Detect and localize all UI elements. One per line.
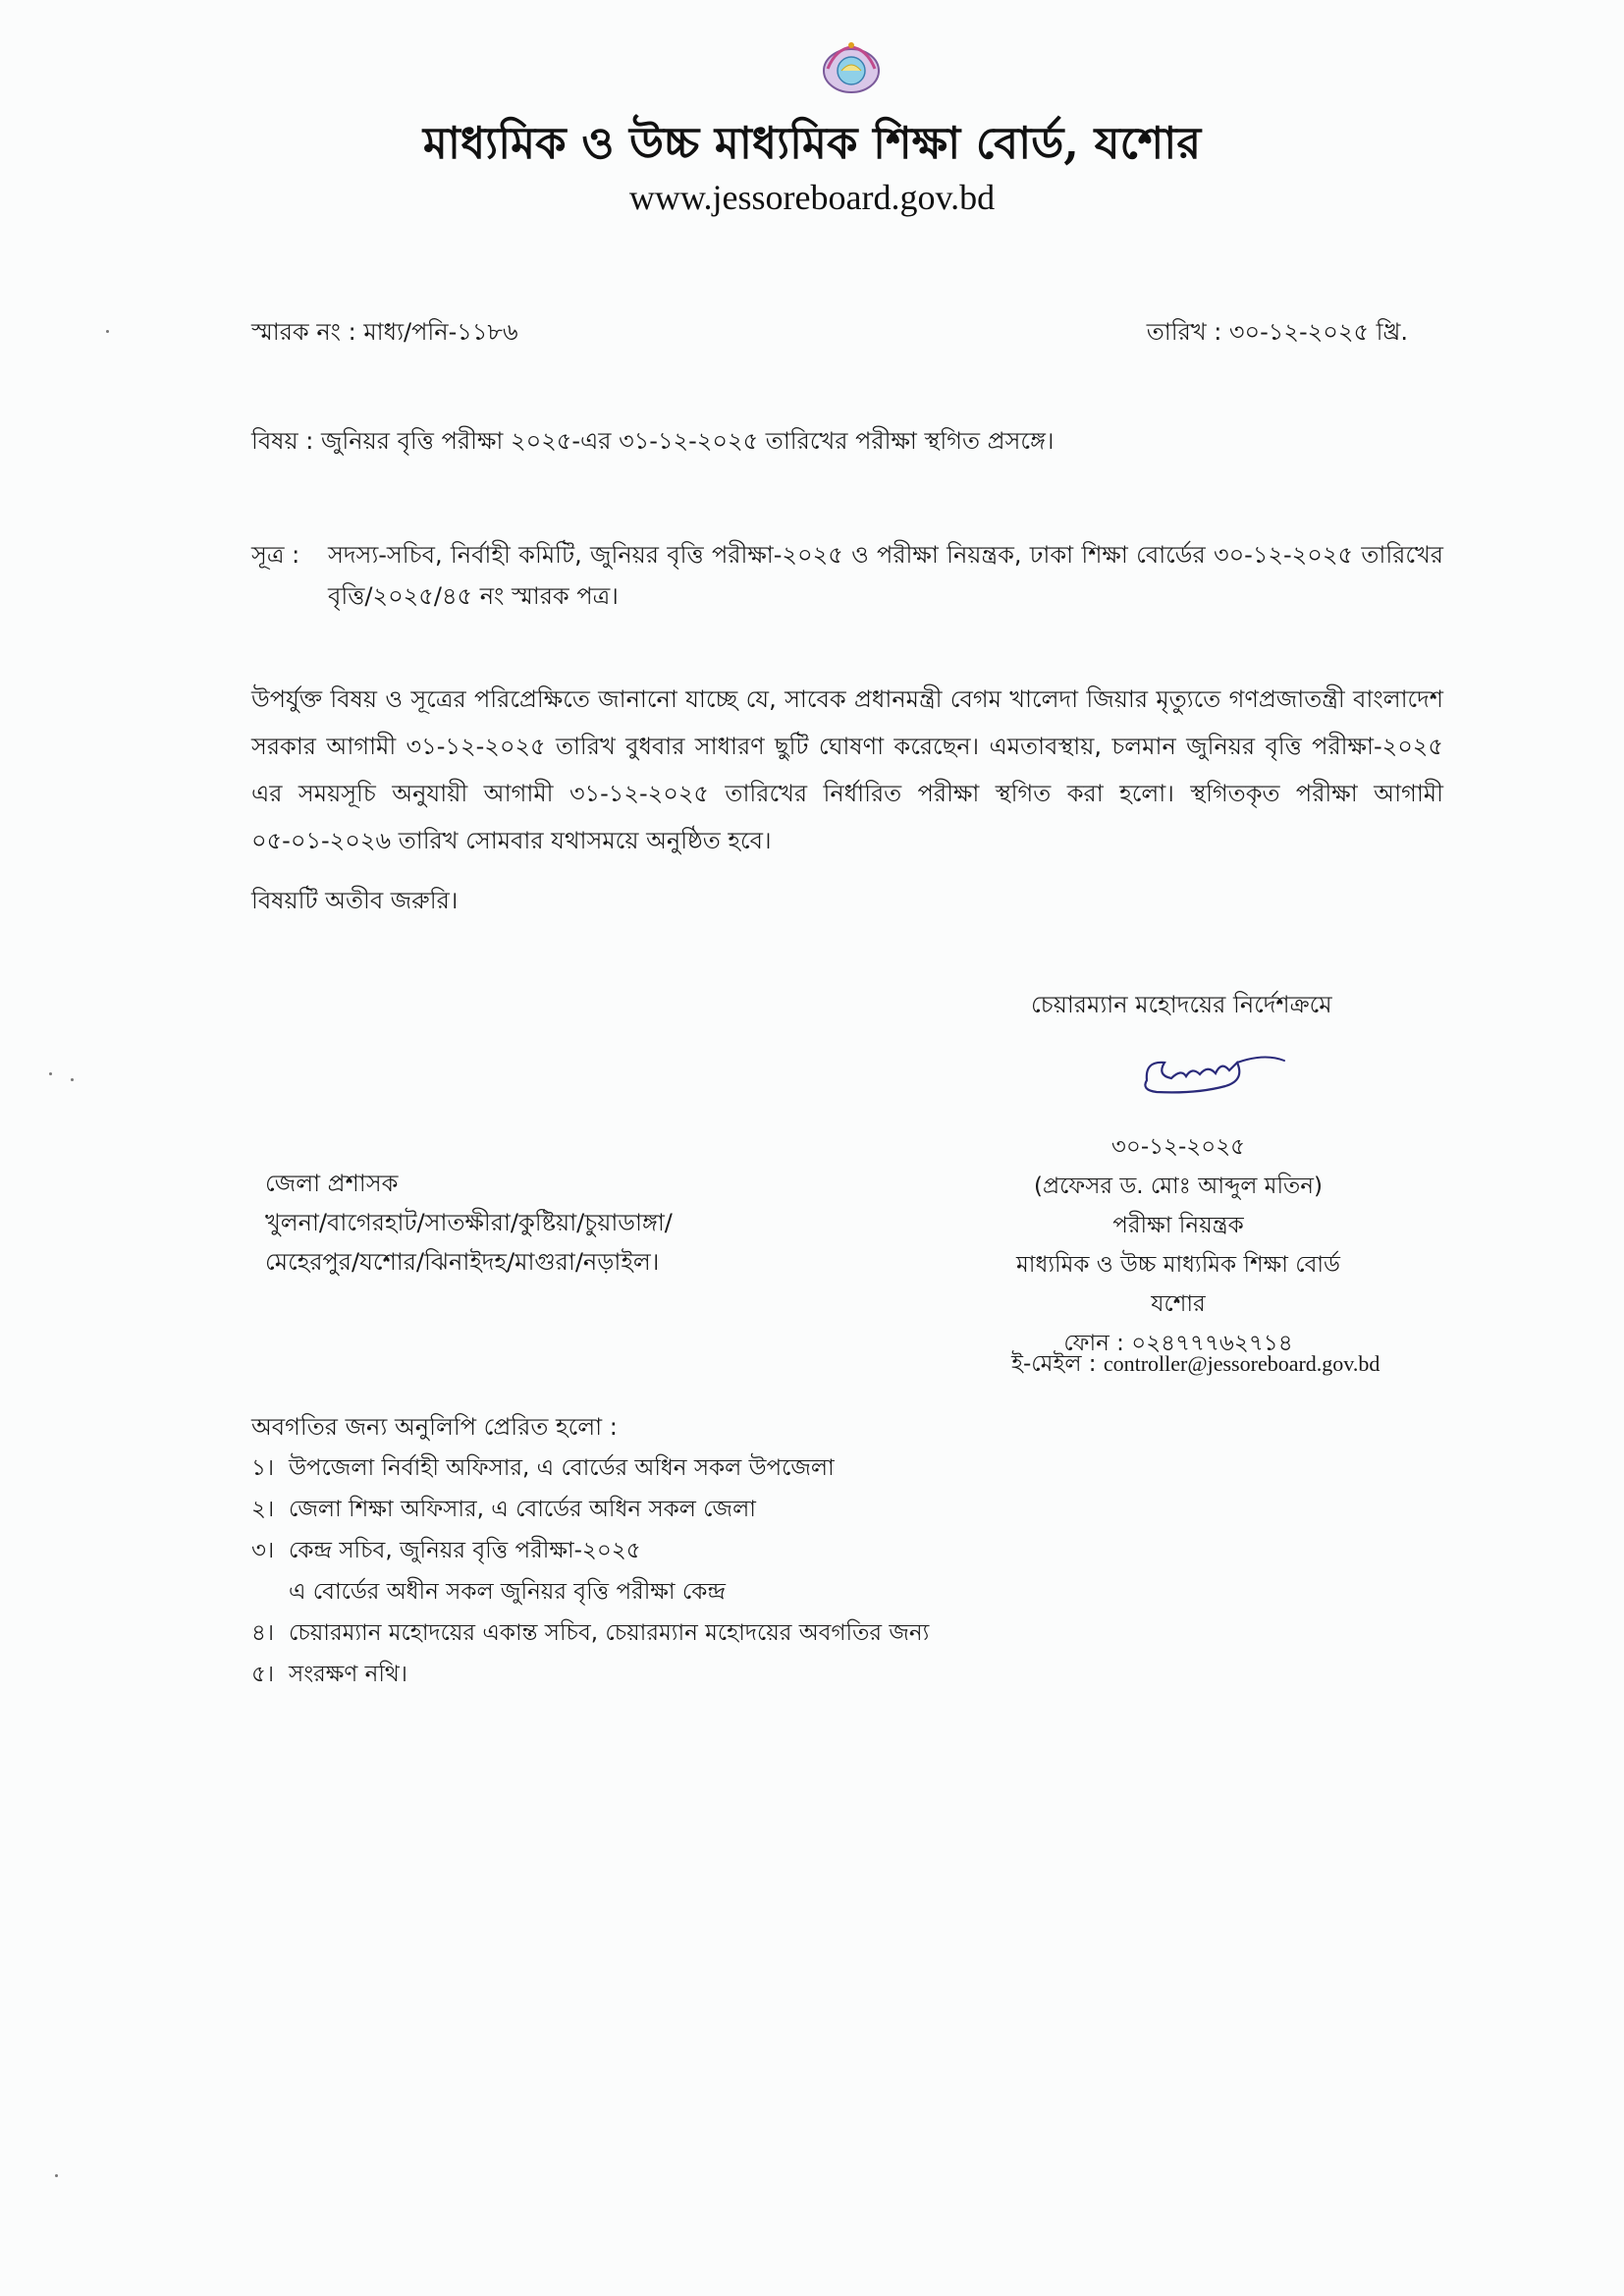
- recipient-districts-2: মেহেরপুর/যশোর/ঝিনাইদহ/মাগুরা/নড়াইল।: [265, 1248, 660, 1276]
- list-item-text: [289, 1530, 726, 1613]
- list-item-text-line1: কেন্দ্র সচিব, জুনিয়র বৃত্তি পরীক্ষা-২০২৫: [289, 1538, 641, 1563]
- signatory-email-line: [1011, 1345, 1380, 1384]
- signatory-designation: পরীক্ষা নিয়ন্ত্রক: [1112, 1213, 1244, 1238]
- list-item-text: চেয়ারম্যান মহোদয়ের একান্ত সচিব, চেয়ারম্যান মহোদয়ের অবগতির জন্য: [289, 1620, 930, 1646]
- list-item: [251, 1613, 929, 1654]
- scan-speck: [106, 330, 109, 333]
- board-logo-emblem: [816, 39, 887, 96]
- urgent-note: বিষয়টি অতীব জরুরি।: [251, 887, 459, 914]
- scan-speck: [55, 2174, 58, 2177]
- subject-line: বিষয় : জুনিয়র বৃত্তি পরীক্ষা ২০২৫-এর ৩১-১২-২০২৫ তারিখের পরীক্ষা স্থগিত প্রসঙ্গে।: [251, 427, 1055, 455]
- recipient-title: জেলা প্রশাসক: [265, 1170, 399, 1197]
- list-item-number: ২।: [251, 1497, 275, 1522]
- recipient-block: [265, 1164, 673, 1282]
- copies-title: অবগতির জন্য অনুলিপি প্রেরিত হলো :: [251, 1413, 618, 1441]
- scan-speck: [49, 1072, 52, 1075]
- list-item-number: ৫।: [251, 1662, 275, 1687]
- list-item-number: ১।: [251, 1455, 275, 1481]
- list-item-number: ৩।: [251, 1538, 275, 1563]
- list-item: [251, 1530, 929, 1613]
- scan-speck: [71, 1078, 74, 1081]
- list-item: [251, 1654, 929, 1695]
- recipient-districts-1: খুলনা/বাগেরহাট/সাতক্ষীরা/কুষ্টিয়া/চুয়াডাঙ্গা/: [265, 1209, 673, 1236]
- list-item-text: সংরক্ষণ নথি।: [289, 1662, 408, 1687]
- email-label: ই-মেইল :: [1011, 1351, 1097, 1377]
- body-paragraph: উপর্যুক্ত বিষয় ও সূত্রের পরিপ্রেক্ষিতে জানানো যাচ্ছে যে, সাবেক প্রধানমন্ত্রী বেগম খালেদা জিয়ার মৃত্যুতে গণপ্রজাতন্ত্রী বাংলাদেশ সরকার আগামী ৩১-১২-২০২৫ তারিখ বুধবার সাধারণ ছুটি ঘোষণা করেছেন। এমতাবস্থায়, চলমান জুনিয়র বৃত্তি পরীক্ষা-২০২৫ এর সময়সূচি অনুযায়ী আগামী ৩১-১২-২০২৫ তারিখের নির্ধারিত পরীক্ষা স্থগিত করা হলো। স্থগিতকৃত পরীক্ষা আগামী ০৫-০১-২০২৬ তারিখ সোমবার যথাসময়ে অনুষ্ঠিত হবে।: [251, 685, 1443, 854]
- by-order-line: চেয়ারম্যান মহোদয়ের নির্দেশক্রমে: [1031, 991, 1332, 1018]
- handwritten-signature: [1127, 1041, 1294, 1110]
- memo-number: স্মারক নং : মাধ্য/পনি-১১৮৬: [251, 318, 518, 346]
- signatory-city: যশোর: [1151, 1291, 1206, 1317]
- board-name-heading: মাধ্যমিক ও উচ্চ মাধ্যমিক শিক্ষা বোর্ড, যশোর: [422, 117, 1202, 169]
- copies-list: [251, 1448, 929, 1695]
- signature-date: ৩০-১২-২০২৫: [1110, 1134, 1246, 1160]
- list-item-text: উপজেলা নির্বাহী অফিসার, এ বোর্ডের অধিন সকল উপজেলা: [289, 1455, 835, 1481]
- list-item-number: ৪।: [251, 1620, 275, 1646]
- list-item-text: জেলা শিক্ষা অফিসার, এ বোর্ডের অধিন সকল জেলা: [289, 1497, 756, 1522]
- signatory-email: controller@jessoreboard.gov.bd: [1103, 1351, 1380, 1376]
- reference-text: সদস্য-সচিব, নির্বাহী কমিটি, জুনিয়র বৃত্তি পরীক্ষা-২০২৫ ও পরীক্ষা নিয়ন্ত্রক, ঢাকা শিক্ষা বোর্ডের ৩০-১২-২০২৫ তারিখের বৃত্তি/২০২৫/৪৫ নং স্মারক পত্র।: [328, 541, 1443, 610]
- signatory-name: (প্রফেসর ড. মোঃ আব্দুল মতিন): [1034, 1174, 1323, 1199]
- list-item: [251, 1448, 929, 1489]
- signatory-office: মাধ্যমিক ও উচ্চ মাধ্যমিক শিক্ষা বোর্ড: [1016, 1252, 1340, 1278]
- signature-block: [982, 1127, 1375, 1363]
- list-item: [251, 1489, 929, 1530]
- list-item-text-line2: এ বোর্ডের অধীন সকল জুনিয়র বৃত্তি পরীক্ষা কেন্দ্র: [289, 1579, 726, 1605]
- memo-date: তারিখ : ৩০-১২-২০২৫ খ্রি.: [1146, 318, 1408, 346]
- signatory-phone: ফোন : ০২৪৭৭৭৬২৭১৪: [1063, 1331, 1293, 1356]
- reference-label: সূত্র :: [251, 541, 300, 569]
- board-website: www.jessoreboard.gov.bd: [628, 178, 996, 217]
